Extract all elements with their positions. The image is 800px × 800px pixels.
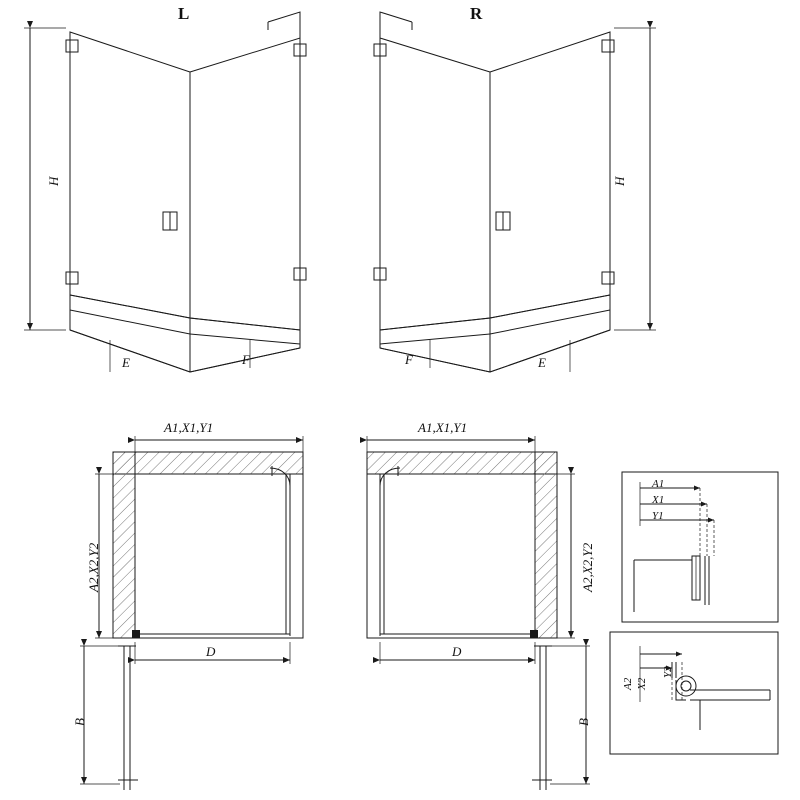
plan-view-right bbox=[367, 436, 590, 790]
label-plan-right-door-dim: B bbox=[576, 718, 591, 726]
label-height-right: H bbox=[612, 176, 627, 186]
label-detail-top-a1: A1 bbox=[652, 478, 665, 490]
label-base-f-right: F bbox=[405, 352, 413, 367]
detail-bottom bbox=[610, 632, 778, 754]
label-plan-left-top-dim: A1,X1,Y1 bbox=[164, 420, 214, 435]
label-base-e-right: E bbox=[538, 355, 546, 370]
label-plan-right-inner-dim: D bbox=[452, 644, 462, 659]
iso-view-right bbox=[374, 12, 656, 372]
label-plan-left-door-dim: B bbox=[72, 718, 87, 726]
plan-view-left bbox=[80, 436, 303, 790]
label-handing-left: L bbox=[178, 4, 190, 23]
label-plan-left-side-dim: A2,X2,Y2 bbox=[86, 542, 101, 592]
label-detail-bottom-y2: Y2 bbox=[662, 666, 674, 678]
label-height-left: H bbox=[46, 176, 61, 186]
label-plan-right-top-dim: A1,X1,Y1 bbox=[418, 420, 468, 435]
label-base-e-left: E bbox=[122, 355, 130, 370]
label-plan-right-side-dim: A2,X2,Y2 bbox=[580, 542, 595, 592]
iso-view-left bbox=[24, 12, 306, 372]
detail-top bbox=[622, 472, 778, 622]
label-detail-bottom-x2: X2 bbox=[636, 677, 648, 690]
label-detail-bottom-a2: A2 bbox=[622, 677, 634, 690]
label-plan-left-inner-dim: D bbox=[206, 644, 216, 659]
label-base-f-left: F bbox=[242, 352, 250, 367]
label-handing-right: R bbox=[470, 4, 483, 23]
label-detail-top-x1: X1 bbox=[652, 494, 665, 506]
label-detail-top-y1: Y1 bbox=[652, 510, 664, 522]
